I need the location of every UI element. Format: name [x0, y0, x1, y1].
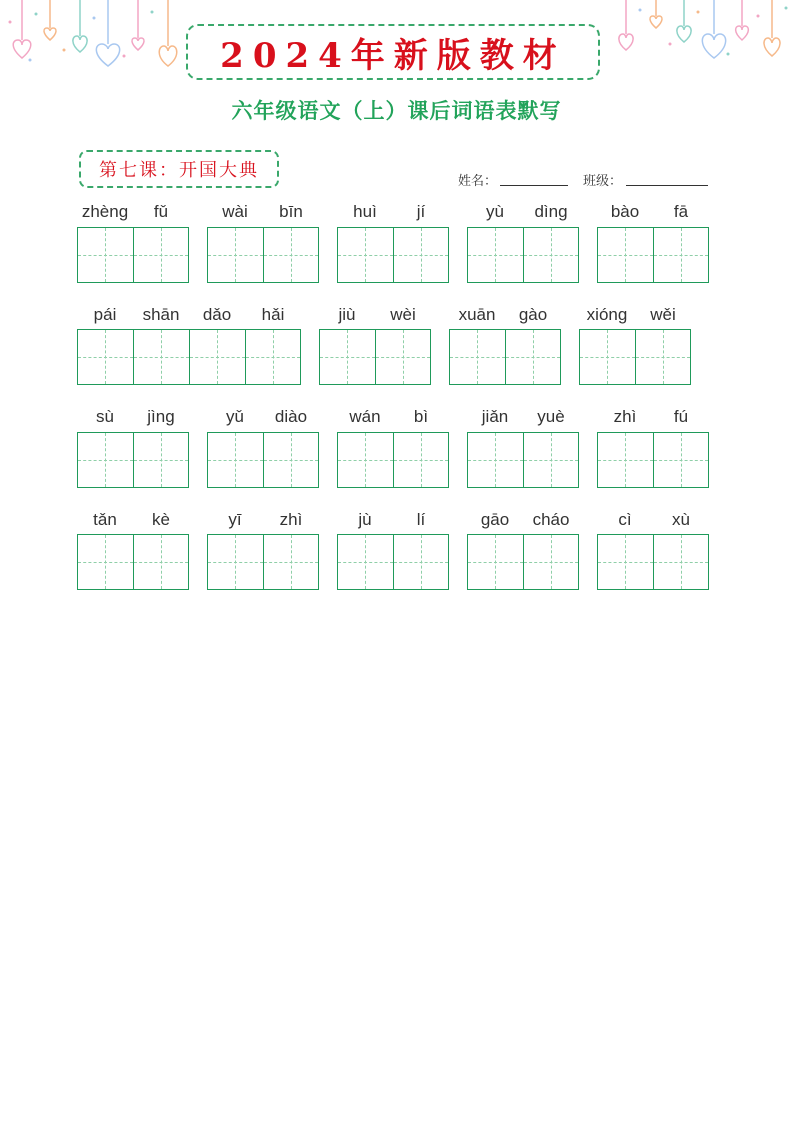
- name-blank-line[interactable]: [500, 185, 568, 186]
- writing-cell[interactable]: [263, 534, 319, 590]
- pinyin-label: bīn: [279, 202, 303, 221]
- class-field: [583, 170, 622, 189]
- writing-cell[interactable]: [133, 227, 189, 283]
- pinyin-label: zhì: [279, 510, 303, 529]
- pinyin-label: yù: [486, 202, 504, 221]
- writing-cell[interactable]: [449, 329, 505, 385]
- pinyin-label: xuān: [458, 305, 496, 324]
- pinyin-label: fǔ: [153, 202, 169, 221]
- writing-cell[interactable]: [263, 227, 319, 283]
- writing-cell[interactable]: [393, 432, 449, 488]
- pinyin-label: shān: [142, 305, 180, 324]
- pinyin-label: gāo: [480, 510, 510, 529]
- pinyin-label: dìng: [534, 202, 568, 221]
- writing-cell[interactable]: [597, 227, 653, 283]
- writing-cell[interactable]: [133, 534, 189, 590]
- writing-cell[interactable]: [467, 534, 523, 590]
- writing-cell[interactable]: [207, 432, 263, 488]
- pinyin-label: wěi: [650, 305, 676, 324]
- pinyin-label: diào: [274, 407, 308, 426]
- pinyin-label: zhì: [613, 407, 637, 426]
- pinyin-label: hǎi: [261, 305, 285, 324]
- pinyin-label: bì: [413, 407, 429, 426]
- writing-cell[interactable]: [597, 432, 653, 488]
- writing-cell[interactable]: [467, 227, 523, 283]
- name-label: 姓名：: [458, 174, 498, 189]
- pinyin-label: fā: [673, 202, 689, 221]
- pinyin-label: kè: [152, 510, 170, 529]
- writing-cell[interactable]: [319, 329, 375, 385]
- pinyin-label: bào: [610, 202, 640, 221]
- writing-cell[interactable]: [189, 329, 245, 385]
- pinyin-label: jí: [416, 202, 426, 221]
- writing-cell[interactable]: [77, 227, 133, 283]
- lesson-title-box: [79, 150, 279, 188]
- writing-cell[interactable]: [207, 227, 263, 283]
- writing-cell[interactable]: [523, 227, 579, 283]
- class-label: 班级：: [583, 174, 623, 189]
- pinyin-label: pái: [93, 305, 117, 324]
- writing-cell[interactable]: [337, 534, 393, 590]
- pinyin-label: wán: [349, 407, 381, 426]
- pinyin-label: jìng: [147, 407, 175, 426]
- pinyin-label: xióng: [586, 305, 628, 324]
- writing-cell[interactable]: [337, 432, 393, 488]
- name-field: [458, 170, 497, 189]
- writing-cell[interactable]: [77, 534, 133, 590]
- class-blank-line[interactable]: [626, 185, 708, 186]
- writing-cell[interactable]: [393, 227, 449, 283]
- title-banner: [186, 24, 600, 80]
- pinyin-label: wèi: [390, 305, 416, 324]
- writing-cell[interactable]: [77, 432, 133, 488]
- pinyin-label: zhèng: [81, 202, 129, 221]
- writing-cell[interactable]: [523, 432, 579, 488]
- pinyin-label: wài: [222, 202, 248, 221]
- writing-cell[interactable]: [207, 534, 263, 590]
- writing-cell[interactable]: [133, 329, 189, 385]
- writing-cell[interactable]: [505, 329, 561, 385]
- pinyin-label: dǎo: [202, 305, 232, 324]
- pinyin-label: yī: [228, 510, 242, 529]
- writing-cell[interactable]: [653, 534, 709, 590]
- writing-cell[interactable]: [523, 534, 579, 590]
- pinyin-label: jù: [358, 510, 372, 529]
- pinyin-label: xù: [672, 510, 690, 529]
- page-subtitle: 六年级语文（上）课后词语表默写: [231, 99, 562, 123]
- writing-cell[interactable]: [133, 432, 189, 488]
- pinyin-label: cì: [618, 510, 632, 529]
- pinyin-label: sù: [96, 407, 114, 426]
- writing-cell[interactable]: [653, 227, 709, 283]
- pinyin-label: lí: [416, 510, 426, 529]
- writing-cell[interactable]: [77, 329, 133, 385]
- writing-cell[interactable]: [635, 329, 691, 385]
- writing-cell[interactable]: [579, 329, 635, 385]
- pinyin-label: huì: [353, 202, 377, 221]
- writing-cell[interactable]: [337, 227, 393, 283]
- lesson-title: 第七课：开国大典: [99, 160, 259, 181]
- pinyin-label: jiǎn: [481, 407, 509, 426]
- pinyin-label: tǎn: [93, 510, 117, 529]
- pinyin-label: fú: [673, 407, 689, 426]
- writing-cell[interactable]: [653, 432, 709, 488]
- writing-cell[interactable]: [263, 432, 319, 488]
- writing-cell[interactable]: [393, 534, 449, 590]
- writing-cell[interactable]: [245, 329, 301, 385]
- pinyin-label: gào: [518, 305, 548, 324]
- pinyin-label: cháo: [532, 510, 570, 529]
- writing-cell[interactable]: [467, 432, 523, 488]
- hanging-hearts-right-decoration: [610, 0, 793, 70]
- pinyin-label: yǔ: [226, 407, 244, 426]
- hanging-hearts-left-decoration: [0, 0, 185, 70]
- writing-cell[interactable]: [597, 534, 653, 590]
- pinyin-label: yuè: [537, 407, 565, 426]
- page-title: 2024年新版教材: [220, 35, 566, 76]
- pinyin-label: jiù: [338, 305, 356, 324]
- writing-cell[interactable]: [375, 329, 431, 385]
